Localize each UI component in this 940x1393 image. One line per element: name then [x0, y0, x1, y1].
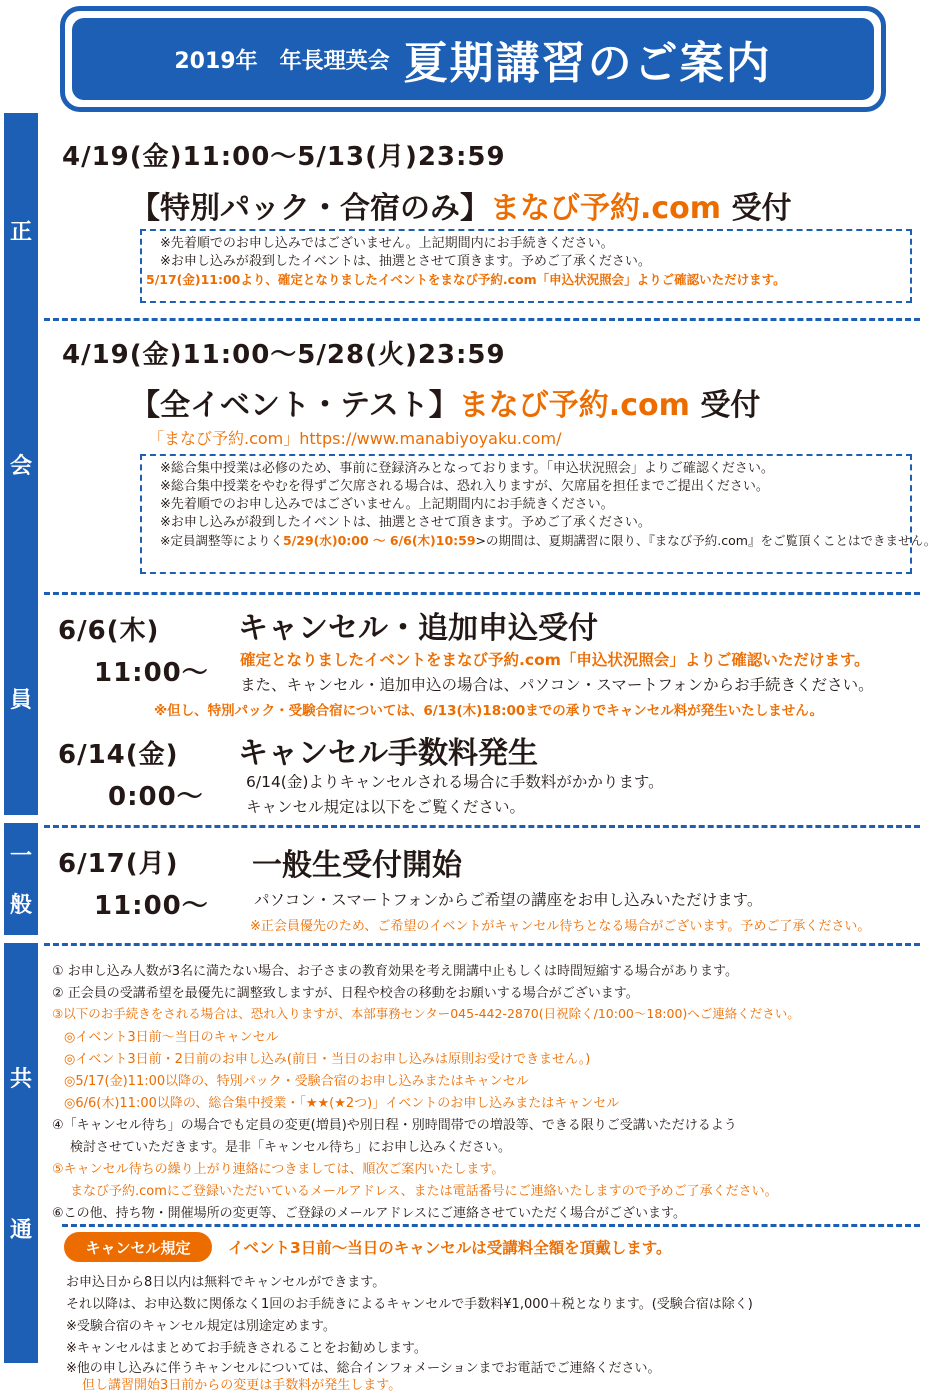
section5-date: 6/17(月) [58, 849, 179, 879]
common-item-3-sub: ◎イベント3日前〜当日のキャンセル [64, 1030, 279, 1045]
divider [62, 1224, 920, 1227]
category-char: 共 [9, 1067, 32, 1093]
title-year: 2019年 年長理英会 [174, 48, 390, 74]
section2-heading-site: まなび予約.com [458, 388, 690, 423]
section4-date: 6/14(金) [58, 740, 179, 770]
title-banner [72, 18, 874, 100]
cancel-policy-label: キャンセル規定 [64, 1232, 212, 1262]
cancel-policy-headline: イベント3日前〜当日のキャンセルは受講料全額を頂戴します。 [228, 1239, 672, 1257]
section4-heading: キャンセル手数料発生 [238, 736, 538, 771]
section3-time: 11:00〜 [94, 658, 209, 688]
section1-heading [130, 183, 792, 227]
section3-date: 6/6(木) [58, 616, 160, 646]
cancel-policy-line: ※他の申し込みに伴うキャンセルについては、総合インフォメーションまでお電話でご連絡ください。 [66, 1361, 661, 1376]
category-char: 員 [9, 687, 32, 713]
notice-line: ※総合集中授業をやむを得ずご欠席される場合は、恐れ入りますが、欠席届を担任までご提出ください。 [160, 479, 769, 494]
section5-heading: 一般生受付開始 [252, 848, 462, 883]
section2-heading-prefix: 【全イベント・テスト】 [130, 388, 459, 423]
section4-line: 6/14(金)よりキャンセルされる場合に手数料がかかります。 [246, 773, 664, 791]
common-item-3-sub: ◎6/6(木)11:00以降の、総合集中授業・「★★(★2つ)」イベントのお申し込みまたはキャンセル [64, 1096, 620, 1111]
divider [44, 592, 920, 595]
category-char: 正 [9, 219, 32, 245]
common-item-3: ③以下のお手続きをされる場合は、恐れ入りますが、本部事務センター045-442-2870(日祝除く/10:00〜18:00)へご連絡ください。 [52, 1006, 800, 1021]
common-item-3-sub: ◎5/17(金)11:00以降の、特別パック・受験合宿のお申し込みまたはキャンセル [64, 1074, 529, 1089]
cancel-policy-line: お申込日から8日以内は無料でキャンセルができます。 [66, 1275, 386, 1290]
section4-time: 0:00〜 [108, 782, 204, 812]
cancel-policy-line: ※キャンセルはまとめてお手続きされることをお勧めします。 [66, 1341, 427, 1356]
notice-line: ※総合集中授業は必修のため、事前に登録済みとなっております。「申込状況照会」よりご確認ください。 [160, 461, 774, 476]
notice-line: ※先着順でのお申し込みではございません。上記期間内にお手続きください。 [160, 497, 614, 512]
category-char: 通 [9, 1217, 32, 1243]
divider [44, 318, 920, 321]
notice-line-highlight: 5/17(金)11:00より、確定となりましたイベントをまなび予約.com「申込状況照会」よりご確認いただけます。 [146, 272, 786, 287]
category-char: 会 [9, 453, 32, 479]
category-char: 般 [9, 893, 32, 918]
notice-text: >の期間は、夏期講習に限り、『まなび予約.com』をご覧頂くことはできません。 [475, 533, 937, 548]
category-regular-member [4, 113, 38, 815]
section1-notice-box [140, 229, 912, 303]
notice-highlight: 5/29(水)0:00 〜 6/6(木)10:59 [282, 533, 476, 548]
common-item-2: ② 正会員の受講希望を最優先に調整致しますが、日程や校舎の移動をお願いする場合がございます。 [52, 986, 639, 1001]
notice-text: ※定員調整等によりく [160, 533, 283, 548]
section1-heading-site: まなび予約.com [490, 191, 722, 226]
common-item-4: ④「キャンセル待ち」の場合でも定員の変更(増員)や別日程・別時間帯での増設等、できる限りご受講いただけるよう [52, 1118, 737, 1133]
cancel-policy-line: それ以降は、お申込数に関係なく1回のお手続きによるキャンセルで手数料¥1,000＋税となります。(受験合宿は除く) [66, 1297, 753, 1312]
section3-line-orange: 確定となりましたイベントをまなび予約.com「申込状況照会」よりご確認いただけます。 [240, 651, 870, 669]
common-item-5-cont: まなび予約.comにご登録いただいているメールアドレス、または電話番号にご連絡いたしますので予めご了承ください。 [70, 1184, 778, 1199]
section5-note: ※正会員優先のため、ご希望のイベントがキャンセル待ちとなる場合がございます。予めご了承ください。 [250, 919, 871, 934]
notice-line [160, 532, 937, 550]
section2-date: 4/19(金)11:00〜5/28(火)23:59 [62, 340, 506, 370]
cancel-policy-line: ※受験合宿のキャンセル規定は別途定めます。 [66, 1319, 336, 1334]
notice-line: ※お申し込みが殺到したイベントは、抽選とさせて頂きます。予めご了承ください。 [160, 515, 651, 530]
category-common [4, 943, 38, 1363]
section3-note: ※但し、特別パック・受験合宿については、6/13(木)18:00までの承りでキャンセル料が発生いたしません。 [154, 703, 824, 719]
category-char: 一 [9, 844, 32, 869]
common-item-4-cont: 検討させていただきます。是非「キャンセル待ち」にお申し込みください。 [70, 1140, 511, 1155]
manabi-url-link[interactable]: 「まなび予約.com」https://www.manabiyoyaku.com/ [148, 429, 562, 448]
section2-heading [130, 380, 760, 424]
common-item-1: ① お申し込み人数が3名に満たない場合、お子さまの教育効果を考え開講中止もしくは時間短縮する場合があります。 [52, 964, 739, 979]
section4-line: キャンセル規定は以下をご覧ください。 [246, 798, 526, 816]
cancel-policy-note: 但し講習開始3日前からの変更は手数料が発生します。 [82, 1378, 402, 1393]
section5-time: 11:00〜 [94, 891, 209, 921]
section1-date: 4/19(金)11:00〜5/13(月)23:59 [62, 142, 506, 172]
divider [44, 943, 920, 946]
category-general [4, 823, 38, 935]
section2-notice-box [140, 454, 937, 574]
section5-line: パソコン・スマートフォンからご希望の講座をお申し込みいただけます。 [254, 891, 763, 909]
common-item-3-sub: ◎イベント3日前・2日前のお申し込み(前日・当日のお申し込みは原則お受けできません。) [64, 1052, 591, 1067]
page-title: 夏期講習のご案内 [403, 38, 772, 89]
common-item-6: ⑥この他、持ち物・開催場所の変更等、ご登録のメールアドレスにご連絡させていただく場合がございます。 [52, 1206, 686, 1221]
notice-line: ※先着順でのお申し込みではございません。上記期間内にお手続きください。 [160, 236, 614, 251]
divider [44, 825, 920, 828]
section1-heading-prefix: 【特別パック・合宿のみ】 [130, 191, 490, 226]
common-item-5: ⑤キャンセル待ちの繰り上がり連絡につきましては、順次ご案内いたします。 [52, 1162, 505, 1177]
section2-heading-suffix: 受付 [700, 388, 761, 423]
section3-heading: キャンセル・追加申込受付 [238, 611, 598, 646]
section3-line: また、キャンセル・追加申込の場合は、パソコン・スマートフォンからお手続きください。 [240, 676, 874, 694]
notice-line: ※お申し込みが殺到したイベントは、抽選とさせて頂きます。予めご了承ください。 [160, 254, 651, 269]
section1-heading-suffix: 受付 [731, 191, 792, 226]
